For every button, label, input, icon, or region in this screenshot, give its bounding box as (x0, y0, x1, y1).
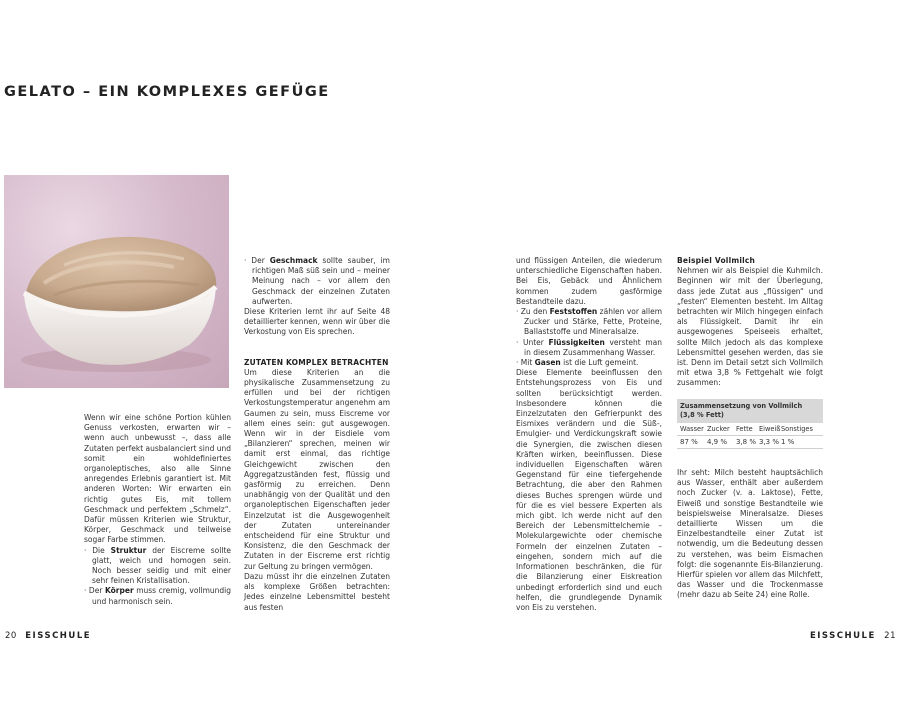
list-item-struktur: · Die Struktur der Eiscreme sollte glatt, weich und homogen sein. Noch besser seidig und mit einer sehr feinen Kristallisation. (84, 545, 231, 586)
table-header: Zucker (707, 425, 730, 433)
table-title: Zusammensetzung von Vollmilch (3,8 % Fett) (677, 399, 823, 423)
list-item-geschmack: · Der Geschmack sollte sauber, im richtigen Maß süß sein und – meiner Meinung nach – vor allem den Geschmack der einzelnen Zutaten aufwerten. (244, 256, 390, 306)
example-heading: Beispiel Vollmilch (677, 256, 756, 265)
elements-paragraph: Diese Elemente beeinflussen den Entstehungsprozess von Eis und sollten berücksichtigt werden. Insbesondere können die Einzelzutaten den Gefrierpunkt des Eismixes verändern und die Süß-, Emulgier- und Verdickungskraft sowie die Synergien, die zwischen diesen Kräften wirken, beeinflussen. Diese individuellen Eigenschaften wären Gegenstand für eine tiefergehende Betrachtung, die aber den Rahmen dieses Buches sprengen würde und für die es viel bessere Experten als mich gibt. Ich werde nicht auf den Bereich der Lebensmittelchemie – Molekulargewichte oder chemische Formeln der einzelnen Zutaten – eingehen, sondern mich auf die Informationen beschränken, die für die Bilanzierung einer Eiskreation unbedingt erforderlich sind und euch helfen, die grundlegende Dynamik von Eis zu verstehen. (516, 368, 662, 612)
list-item-fluessigkeiten: · Unter Flüssigkeiten versteht man in diesem Zusammenhang Wasser. (516, 337, 662, 357)
conclusion-paragraph: Ihr seht: Milch besteht hauptsächlich aus Wasser, enthält aber außerdem noch Zucker (v. a. Laktose), Fette, Eiweiß und sonstige Bestandteile wie beispielsweise Mineralsalze. Dieses detaillierte Wissen um die Einzelbestandteile einer Zutat ist notwendig, um die Bedeutung dessen zu verstehen, was beim Eismachen folgt: die sogenannte Eis-Bilanzierung. Hierfür spielen vor allem das Milchfett, das Wasser und die Trockenmasse (mehr dazu ab Seite 24) eine Rolle. (677, 468, 823, 600)
footer-right (810, 631, 896, 641)
list-item-koerper: · Der Körper muss cremig, vollmundig und harmonisch sein. (84, 586, 231, 606)
text-column-4-lower (677, 468, 823, 601)
criteria-paragraph: Diese Kriterien lernt ihr auf Seite 48 detaillierter kennen, wenn wir über die Verkostung von Eis sprechen. (244, 307, 390, 337)
text-column-4 (677, 256, 823, 389)
text-column-2 (244, 256, 390, 613)
table-cell: 87 % (680, 438, 698, 446)
section-label-right: EISSCHULE (809, 631, 876, 641)
table-header: Eiweiß (759, 425, 781, 433)
text-column-3 (516, 256, 662, 613)
page-number-left: 20 (5, 631, 17, 641)
milk-composition-table (677, 399, 823, 449)
section-label-left: EISSCHULE (25, 631, 92, 641)
gelato-photo (4, 175, 229, 388)
example-paragraph: Nehmen wir als Beispiel die Kuhmilch. Beginnen wir mit der Überlegung, dass jede Zutat aus „flüssigen“ und „festen“ Elementen besteht. Im Alltag betrachten wir Milch hingegen einfach als Flüssigkeit. Damit ihr ein ausgewogenes Speiseeis erhaltet, sollte Milch jedoch als das komplexe Lebensmittel gesehen werden, das sie ist. Denn im Detail setzt sich Vollmilch mit etwa 3,8 % Fettgehalt wie folgt zusammen: (677, 266, 823, 388)
gelato-bowl-illustration (4, 175, 229, 388)
table-header-row (677, 423, 823, 436)
footer-left (5, 631, 91, 641)
continued-paragraph: und flüssigen Anteilen, die wiederum unterschiedliche Eigenschaften haben. Bei Eis, Gebäck und Ähnlichem kommen zudem gasförmige Bestandteile dazu. (516, 256, 662, 306)
table-cell: 3,8 % (736, 438, 757, 446)
table-cell: 4,9 % (707, 438, 728, 446)
table-header: Wasser (680, 425, 704, 433)
intro-paragraph: Wenn wir eine schöne Portion kühlen Genuss verkosten, erwarten wir – wenn auch unbewusst –, dass alle Zutaten perfekt ausbalanciert sind und somit ein wohldefiniertes organoleptisches, also alle Sinne anregendes Erlebnis garantiert ist. Mit anderen Worten: Wir erwarten ein richtig gutes Eis, mit tollem Geschmack und perfektem „Schmelz“. Dafür müssen Kriterien wie Struktur, Körper, Geschmack und teilweise sogar Farbe stimmen. (84, 413, 231, 545)
section-heading: ZUTATEN KOMPLEX BETRACHTEN (244, 357, 389, 367)
table-header: Sonstiges (781, 425, 813, 433)
body-paragraph: Um diese Kriterien an die physikalische Zusammensetzung zu erfüllen und bei der richtigen Verkostungstemperatur angenehm am Gaumen zu sein, muss Eiscreme vor allem eines sein: gut ausgewogen. Wenn wir in der Eisdiele vom „Bilanzieren“ sprechen, meinen wir damit erst einmal, das richtige Gleichgewicht zwischen den Aggregatzuständen fest, flüssig und gasförmig zu erreichen. Denn unabhängig von der Qualität und den organoleptischen Eigenschaften jeder Einzelzutat ist die Ausgewogenheit der Zutaten untereinander entscheidend für eine Struktur und Konsistenz, die den Geschmack der Zutaten in der Eiscreme erst richtig zur Geltung zu bringen vermögen. (244, 367, 390, 571)
body-paragraph-2: Dazu müsst ihr die einzelnen Zutaten als komplexe Größen betrachten: Jedes einzelne Lebensmittel besteht aus festen (244, 571, 390, 612)
list-item-feststoffe: · Zu den Feststoffen zählen vor allem Zucker und Stärke, Fette, Proteine, Ballaststoffe und Mineralsalze. (516, 307, 663, 337)
list-item-gase: · Mit Gasen ist die Luft gemeint. (516, 358, 639, 368)
table-header: Fette (736, 425, 753, 433)
page-number-right: 21 (884, 631, 896, 641)
table-cell: 1 % (781, 438, 795, 446)
page-headline: GELATO – EIN KOMPLEXES GEFÜGE (4, 84, 330, 100)
table-cell: 3,3 % (759, 438, 780, 446)
table-value-row (677, 436, 823, 449)
text-column-1 (84, 413, 231, 607)
